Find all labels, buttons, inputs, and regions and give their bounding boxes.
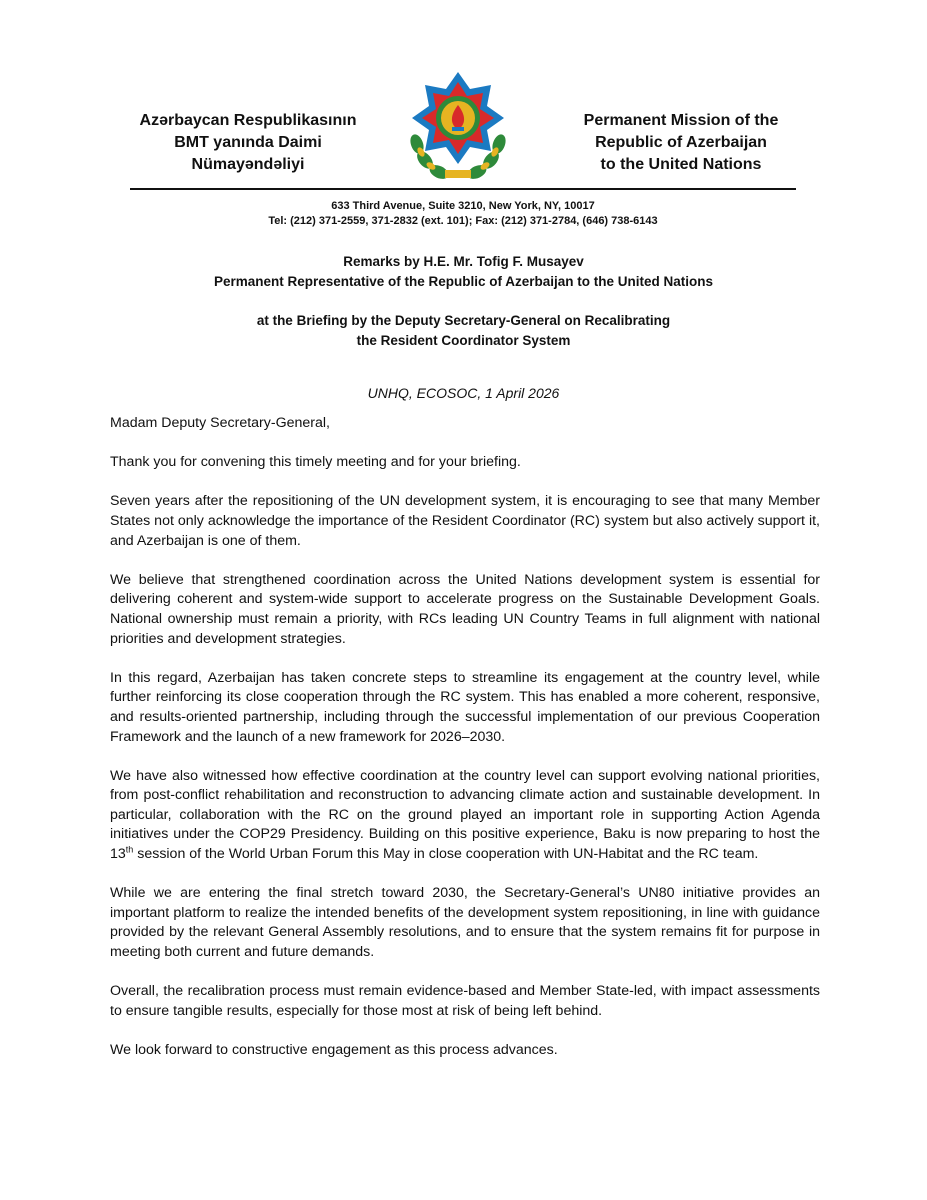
header-right-line: Republic of Azerbaijan — [595, 134, 767, 151]
header-left-line: Nümayəndəliyi — [191, 156, 305, 173]
azerbaijan-coat-of-arms-icon — [403, 66, 513, 184]
paragraph-text: We have also witnessed how effective coordination at the country level can support evolving national priorities, from post-conflict rehabilitation and reconstruction to advancing climate action and sustainable development. In particular, collaboration with the RC on the ground played an important role in supporting Action Agenda initiatives under the COP29 Presidency. Building on this positive experience, Baku is now preparing to host the 13 — [110, 767, 820, 863]
title-event-cont: the Resident Coordinator System — [356, 333, 571, 348]
dateline: UNHQ, ECOSOC, 1 April 2026 — [367, 385, 560, 401]
header-azerbaijani — [118, 110, 378, 176]
header-divider — [130, 188, 796, 190]
title-position: Permanent Representative of the Republic of Azerbaijan to the United Nations — [213, 274, 714, 289]
salutation: Madam Deputy Secretary-General, — [110, 415, 330, 431]
paragraph: In this regard, Azerbaijan has taken concrete steps to streamline its engagement at the country level, while further reinforcing its close cooperation through the RC system. This has enabled a more coherent, responsive, and results-oriented partnership, including through the successful implementation of our previous Cooperation Framework and the launch of a new framework for 2026–2030. — [110, 669, 820, 745]
paragraph-text: session of the World Urban Forum this May in close cooperation with UN-Habitat and the RC team. — [133, 846, 759, 863]
paragraph: While we are entering the final stretch toward 2030, the Secretary-General’s UN80 initiative provides an important platform to realize the intended benefits of the development system repositioning, in line with guidance provided by the relevant General Assembly resolutions, and to ensure that the system remains fit for purpose in meeting both current and future demands. — [110, 885, 820, 961]
phone-fax-line: Tel: (212) 371-2559, 371-2832 (ext. 101); Fax: (212) 371-2784, (646) 738-6143 — [268, 215, 658, 227]
address-line: 633 Third Avenue, Suite 3210, New York, NY, 10017 — [331, 200, 595, 212]
paragraph: Overall, the recalibration process must remain evidence-based and Member State-led, with impact assessments to ensure tangible results, especially for those most at risk of being left behind. — [110, 983, 820, 1019]
ordinal-suffix: th — [125, 844, 134, 855]
header-left-line: BMT yanında Daimi — [174, 134, 322, 151]
header-left-line: Azərbaycan Respublikasının — [139, 112, 357, 129]
title-event: at the Briefing by the Deputy Secretary-General on Recalibrating — [256, 313, 671, 328]
document-title — [100, 252, 827, 351]
paragraph — [110, 767, 820, 865]
paragraph: Seven years after the repositioning of the UN development system, it is encouraging to see that many Member States not only acknowledge the importance of the Resident Coordinator (RC) system but also actively support it, and Azerbaijan is one of them. — [110, 493, 820, 549]
title-speaker: Remarks by H.E. Mr. Tofig F. Musayev — [343, 254, 584, 269]
paragraph: We look forward to constructive engagement as this process advances. — [110, 1042, 558, 1058]
header-english — [551, 110, 811, 176]
paragraph: Thank you for convening this timely meeting and for your briefing. — [110, 454, 521, 471]
contact-block — [118, 199, 808, 229]
paragraph: We believe that strengthened coordination across the United Nations development system is essential for delivering coherent and system-wide support to accelerate progress on the Sustainable Development Goals. National ownership must remain a priority, with RCs leading UN Country Teams in full alignment with national priorities and development strategies. — [110, 571, 820, 647]
header-right-line: Permanent Mission of the — [583, 112, 779, 129]
header-right-line: to the United Nations — [600, 156, 762, 173]
remarks-body — [110, 414, 820, 1080]
